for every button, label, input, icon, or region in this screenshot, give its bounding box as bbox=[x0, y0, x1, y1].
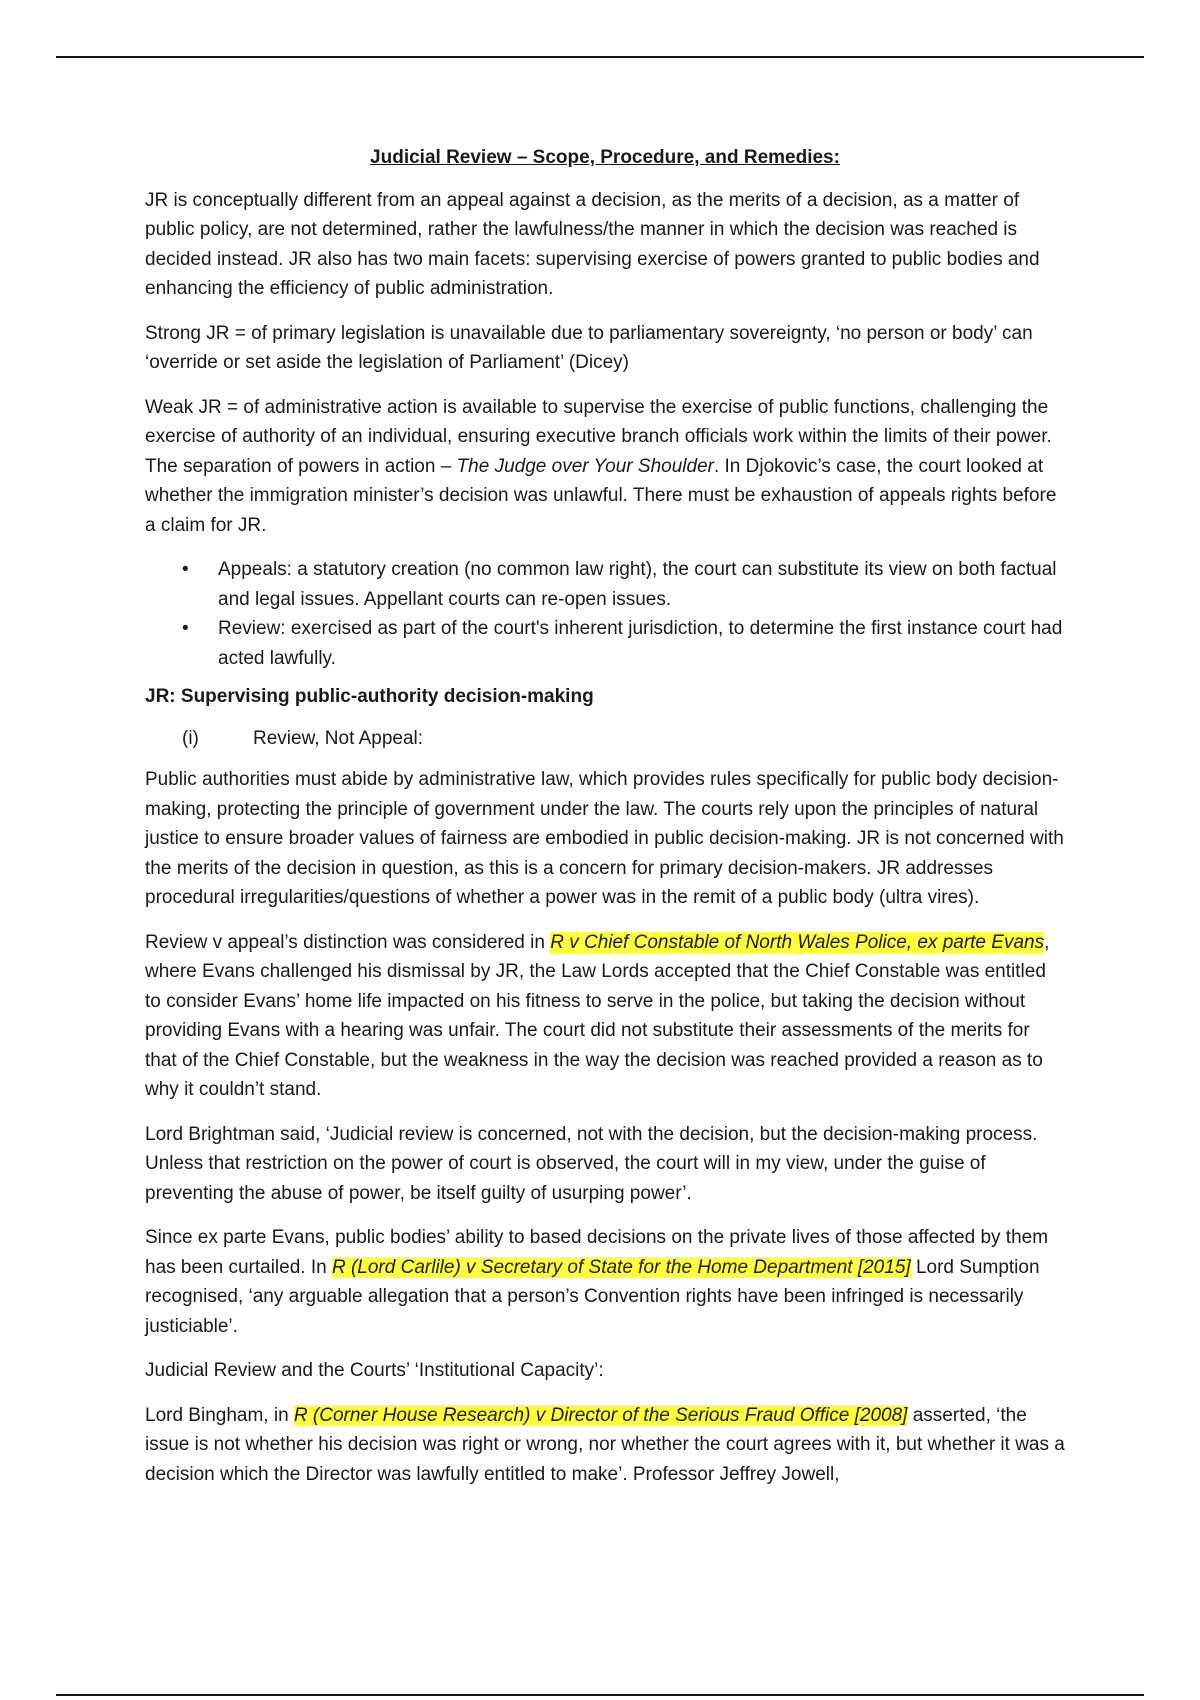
list-item bbox=[145, 614, 1065, 673]
carlile-text: Since ex parte Evans, public bodies’ ability to based decisions on the private lives of those affected by them has been curtailed. In bbox=[145, 1227, 1049, 1278]
list-item bbox=[145, 555, 1065, 614]
bullet-icon: • bbox=[182, 559, 189, 580]
numbered-heading-number: (i) bbox=[182, 727, 199, 749]
judge-over-shoulder-title: The Judge over Your Shoulder bbox=[456, 455, 714, 477]
paragraph-public-authorities: Public authorities must abide by administrative law, which provides rules specifically for public body decision-making, protecting the principle of government under the law. The courts rely upon the principles of natural justice to ensure broader values of fairness are embodied in public decision-making. JR is not concerned with the merits of the decision in question, as this is a concern for primary decision-makers. JR addresses procedural irregularities/questions of whether a power was in the remit of a public body (ultra vires). bbox=[145, 769, 1064, 908]
document-body bbox=[145, 143, 1065, 1504]
paragraph-evans bbox=[145, 928, 1065, 1105]
paragraph-institutional-capacity: Judicial Review and the Courts’ ‘Institutional Capacity’: bbox=[145, 1360, 604, 1381]
case-citation-carlile: R (Lord Carlile) v Secretary of State for the Home Department [2015] bbox=[331, 1256, 911, 1278]
section-heading: JR: Supervising public-authority decision-making bbox=[145, 686, 594, 707]
evans-text-cont: , where Evans challenged his dismissal by JR, the Law Lords accepted that the Chief Constable was entitled to consider Evans’ home life impacted on his fitness to serve in the police, but taking the decision without providing Evans with a hearing was unfair. The court did not substitute their assessments of the merits for that of the Chief Constable, but the weakness in the way the decision was reached provided a reason as to why it couldn’t stand. bbox=[145, 931, 1050, 1100]
bottom-rule bbox=[56, 1694, 1144, 1696]
paragraph-lord-carlile bbox=[145, 1223, 1065, 1341]
case-citation-corner-house: R (Corner House Research) v Director of the Serious Fraud Office [2008] bbox=[293, 1404, 908, 1426]
bullet-text: Appeals: a statutory creation (no common law right), the court can substitute its view on both factual and legal issues. Appellant courts can re-open issues. bbox=[218, 559, 1057, 610]
carlile-text-cont: Lord Sumption recognised, ‘any arguable allegation that a person’s Convention rights have been infringed is necessarily justiciable’. bbox=[145, 1256, 1040, 1337]
paragraph-lord-brightman: Lord Brightman said, ‘Judicial review is concerned, not with the decision, but the decision-making process. Unless that restriction on the power of court is observed, the court will in my view, under the guise of preventing the abuse of power, be itself guilty of usurping power’. bbox=[145, 1123, 1038, 1204]
paragraph-intro: JR is conceptually different from an appeal against a decision, as the merits of a decision, as a matter of public policy, are not determined, rather the lawfulness/the manner in which the decision was reached is decided instead. JR also has two main facets: supervising exercise of powers granted to public bodies and enhancing the efficiency of public administration. bbox=[145, 189, 1040, 299]
corner-house-text-cont: asserted, ‘the issue is not whether his decision was right or wrong, nor whether the court agrees with it, but whether it was a decision which the Director was lawfully entitled to make’. Professor Jeffrey Jowell, bbox=[145, 1404, 1065, 1485]
case-citation-evans: R v Chief Constable of North Wales Police, ex parte Evans bbox=[550, 931, 1045, 953]
corner-house-text: Lord Bingham, in bbox=[145, 1404, 294, 1426]
numbered-heading bbox=[145, 724, 1065, 754]
document-title: Judicial Review – Scope, Procedure, and Remedies: bbox=[370, 147, 840, 168]
weak-jr-text-cont: . In Djokovic’s case, the court looked at whether the immigration minister’s decision was unlawful. There must be exhaustion of appeals rights before a claim for JR. bbox=[145, 455, 1057, 536]
paragraph-weak-jr bbox=[145, 393, 1065, 541]
bullet-icon: • bbox=[182, 618, 189, 639]
paragraph-strong-jr: Strong JR = of primary legislation is unavailable due to parliamentary sovereignty, ‘no person or body’ can ‘override or set aside the legislation of Parliament’ (Dicey) bbox=[145, 322, 1033, 373]
weak-jr-text: Weak JR = of administrative action is available to supervise the exercise of public functions, challenging the exercise of authority of an individual, ensuring executive branch officials work within the limits of their power. The separation of powers in action – bbox=[145, 396, 1052, 477]
numbered-heading-label: Review, Not Appeal: bbox=[253, 727, 424, 749]
paragraph-corner-house bbox=[145, 1401, 1065, 1490]
evans-text: Review v appeal’s distinction was considered in bbox=[145, 931, 551, 953]
top-rule bbox=[56, 56, 1144, 58]
bullet-list bbox=[145, 555, 1065, 673]
bullet-text: Review: exercised as part of the court's inherent jurisdiction, to determine the first instance court had acted lawfully. bbox=[218, 618, 1063, 669]
